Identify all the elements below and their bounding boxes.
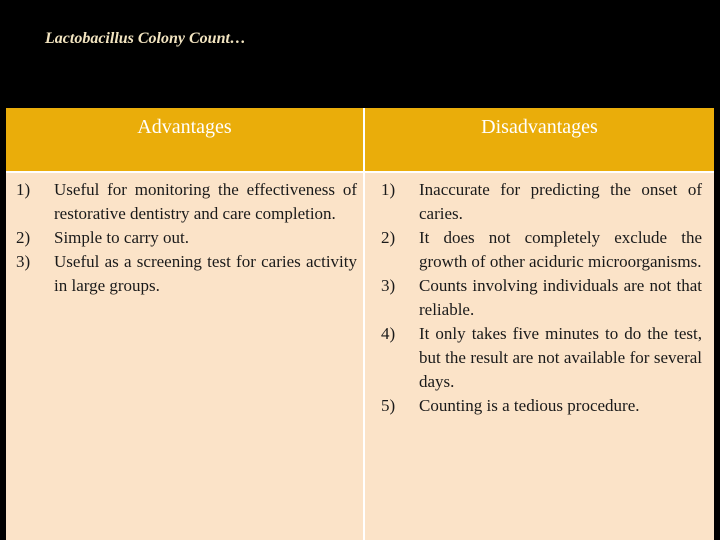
disadvantages-list bbox=[375, 178, 702, 418]
list-item bbox=[375, 274, 702, 322]
list-text: Useful as a screening test for caries activity in large groups. bbox=[54, 252, 357, 295]
list-text: It only takes five minutes to do the test, but the result are not available for several days. bbox=[419, 324, 702, 391]
list-number: 4) bbox=[381, 324, 396, 343]
list-item bbox=[10, 226, 357, 250]
disadvantages-cell bbox=[365, 173, 714, 540]
comparison-table bbox=[6, 108, 714, 540]
advantages-cell bbox=[6, 173, 365, 540]
list-text: Counting is a tedious procedure. bbox=[419, 396, 640, 415]
list-item bbox=[375, 322, 702, 394]
list-number: 2) bbox=[381, 228, 396, 247]
list-text: Counts involving individuals are not that reliable. bbox=[419, 276, 702, 319]
list-text: Simple to carry out. bbox=[54, 228, 190, 247]
list-text: Useful for monitoring the effectiveness of restorative dentistry and care completion. bbox=[54, 180, 357, 223]
list-number: 1) bbox=[16, 180, 31, 199]
list-item bbox=[10, 250, 357, 298]
header-advantages: Advantages bbox=[6, 108, 365, 173]
list-item bbox=[375, 394, 702, 418]
list-text: Inaccurate for predicting the onset of caries. bbox=[419, 180, 702, 223]
slide-title: Lactobacillus Colony Count… bbox=[45, 30, 246, 47]
list-number: 1) bbox=[381, 180, 396, 199]
list-number: 2) bbox=[16, 228, 31, 247]
header-disadvantages: Disadvantages bbox=[365, 108, 714, 173]
list-number: 3) bbox=[16, 252, 31, 271]
list-item bbox=[10, 178, 357, 226]
list-item bbox=[375, 178, 702, 226]
list-number: 3) bbox=[381, 276, 396, 295]
list-number: 5) bbox=[381, 396, 396, 415]
list-text: It does not completely exclude the growth of other aciduric microorganisms. bbox=[419, 228, 702, 271]
list-item bbox=[375, 226, 702, 274]
advantages-list bbox=[10, 178, 357, 298]
